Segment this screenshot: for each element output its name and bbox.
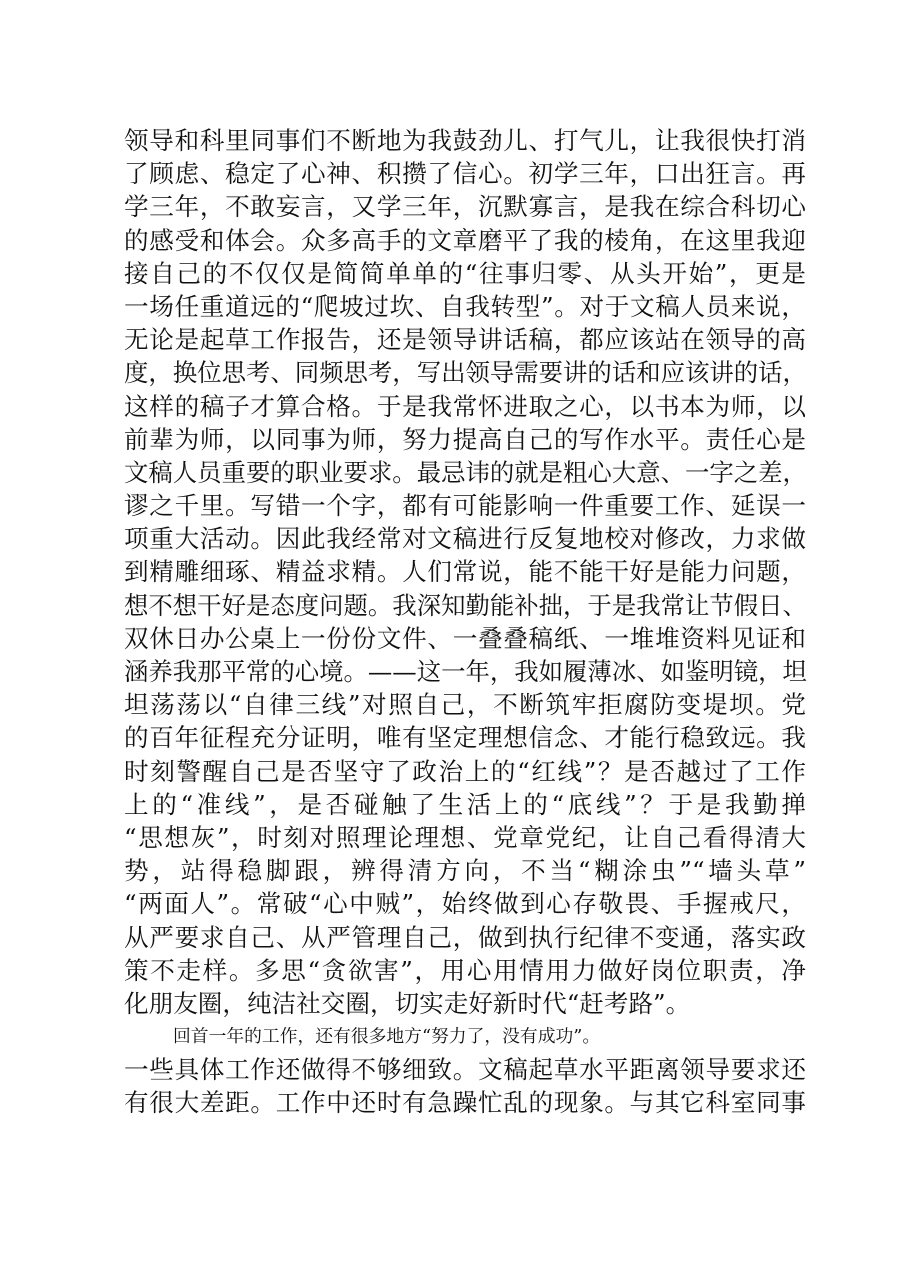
text-line: 一场任重道远的“爬坡过坎、自我转型”。对于文稿人员来说， <box>124 291 806 321</box>
text-line: 了顾虑、稳定了心神、积攒了信心。初学三年，口出狂言。再 <box>124 159 806 189</box>
text-line: 双休日办公桌上一份份文件、一叠叠稿纸、一堆堆资料见证和 <box>124 623 806 653</box>
text-line: 接自己的不仅仅是简简单单的“往事归零、从头开始”，更是 <box>124 258 806 288</box>
text-line: 到精雕细琢、精益求精。人们常说，能不能干好是能力问题， <box>124 557 806 587</box>
text-line: 谬之千里。写错一个字，都有可能影响一件重要工作、延误一 <box>124 491 806 521</box>
text-line: 坦荡荡以“自律三线”对照自己，不断筑牢拒腐防变堤坝。党 <box>124 690 806 720</box>
text-line: 项重大活动。因此我经常对文稿进行反复地校对修改，力求做 <box>124 524 806 554</box>
text-line: “两面人”。常破“心中贼”，始终做到心存敬畏、手握戒尺， <box>124 889 806 919</box>
text-line: 时刻警醒自己是否坚守了政治上的“红线”？是否越过了工作 <box>124 756 806 786</box>
text-line: 领导和科里同事们不断地为我鼓劲儿、打气儿，让我很快打消 <box>124 126 806 155</box>
body-text <box>124 124 806 1120</box>
text-line: 回首一年的工作，还有很多地方“努力了，没有成功”。 <box>173 1026 601 1048</box>
text-line: 涵养我那平常的心境。——这一年，我如履薄冰、如鉴明镜，坦 <box>124 657 807 686</box>
text-line: 学三年，不敢妄言，又学三年，沉默寡言，是我在综合科切心 <box>124 192 806 222</box>
text-line: 势，站得稳脚跟，辨得清方向，不当“糊涂虫”“墙头草” <box>124 856 806 886</box>
text-line: 有很大差距。工作中还时有急躁忙乱的现象。与其它科室同事 <box>124 1088 806 1118</box>
paragraph <box>124 1020 806 1120</box>
text-line: 从严要求自己、从严管理自己，做到执行纪律不变通，落实政 <box>124 922 806 952</box>
text-line: 的百年征程充分证明，唯有坚定理想信念、才能行稳致远。我 <box>124 723 806 753</box>
text-line: “思想灰”，时刻对照理论理想、党章党纪，让自己看得清大 <box>124 822 806 852</box>
text-line: 想不想干好是态度问题。我深知勤能补拙，于是我常让节假日、 <box>124 590 807 620</box>
text-line: 前辈为师，以同事为师，努力提高自己的写作水平。责任心是 <box>124 424 806 454</box>
text-line: 这样的稿子才算合格。于是我常怀进取之心，以书本为师，以 <box>124 391 806 421</box>
text-line: 文稿人员重要的职业要求。最忌讳的就是粗心大意、一字之差， <box>124 457 807 487</box>
text-line: 一些具体工作还做得不够细致。文稿起草水平距离领导要求还 <box>124 1055 806 1085</box>
text-line: 策不走样。多思“贪欲害”，用心用情用力做好岗位职责，净 <box>124 955 806 985</box>
text-line: 的感受和体会。众多高手的文章磨平了我的棱角，在这里我迎 <box>124 225 806 255</box>
text-line: 度，换位思考、同频思考，写出领导需要讲的话和应该讲的话， <box>124 358 807 388</box>
text-line: 无论是起草工作报告，还是领导讲话稿，都应该站在领导的高 <box>124 325 806 355</box>
text-line: 上的“准线”，是否碰触了生活上的“底线”？于是我勤掸 <box>124 789 806 819</box>
text-line: 化朋友圈，纯洁社交圈，切实走好新时代“赶考路”。 <box>124 988 691 1018</box>
paragraph <box>124 124 806 1020</box>
